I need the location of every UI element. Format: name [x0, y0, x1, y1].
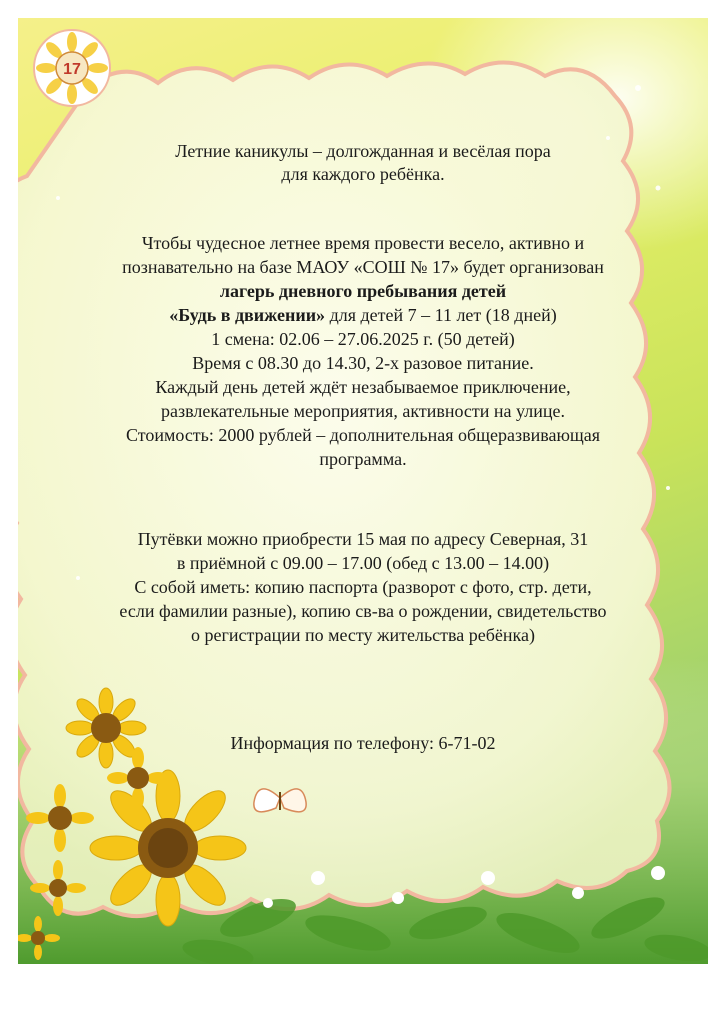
camp-name-line — [18, 304, 708, 328]
contact-phone: Информация по телефону: 6-71-02 — [230, 733, 496, 753]
intro-line-2: для каждого ребёнка. — [281, 164, 445, 184]
intro-line-1: Летние каникулы – долгожданная и весёлая пора — [175, 141, 551, 161]
camp-time: Время с 08.30 до 14.30, 2-х разовое питание. — [192, 353, 534, 373]
camp-adventure-2: развлекательные мероприятия, активности на улице. — [161, 401, 565, 421]
camp-adventure-1: Каждый день детей ждёт незабываемое приключение, — [155, 377, 571, 397]
vouchers-line-4: если фамилии разные), копию св-ва о рождении, свидетельство — [119, 601, 607, 621]
camp-cost-2: программа. — [319, 449, 407, 469]
camp-shift: 1 смена: 02.06 – 27.06.2025 г. (50 детей) — [211, 329, 515, 349]
camp-line-1: Чтобы чудесное летнее время провести весело, активно и — [141, 233, 585, 253]
vouchers-line-3: С собой иметь: копию паспорта (разворот с фото, стр. дети, — [134, 577, 592, 597]
logo-number: 17 — [63, 61, 81, 78]
camp-poster — [18, 18, 708, 964]
vouchers-line-2: в приёмной с 09.00 – 17.00 (обед с 13.00 – 14.00) — [176, 553, 550, 573]
camp-name: «Будь в движении» — [169, 305, 326, 325]
camp-cost-1: Стоимость: 2000 рублей – дополнительная общеразвивающая — [125, 425, 601, 445]
camp-age: для детей 7 – 11 лет (18 дней) — [325, 305, 557, 325]
vouchers-line-1: Путёвки можно приобрести 15 мая по адресу Северная, 31 — [137, 529, 589, 549]
camp-line-2: познавательно на базе МАОУ «СОШ № 17» будет организован — [122, 257, 604, 277]
camp-title: лагерь дневного пребывания детей — [219, 281, 507, 301]
poster-text — [18, 18, 708, 964]
vouchers-line-5: о регистрации по месту жительства ребёнка) — [191, 625, 535, 645]
